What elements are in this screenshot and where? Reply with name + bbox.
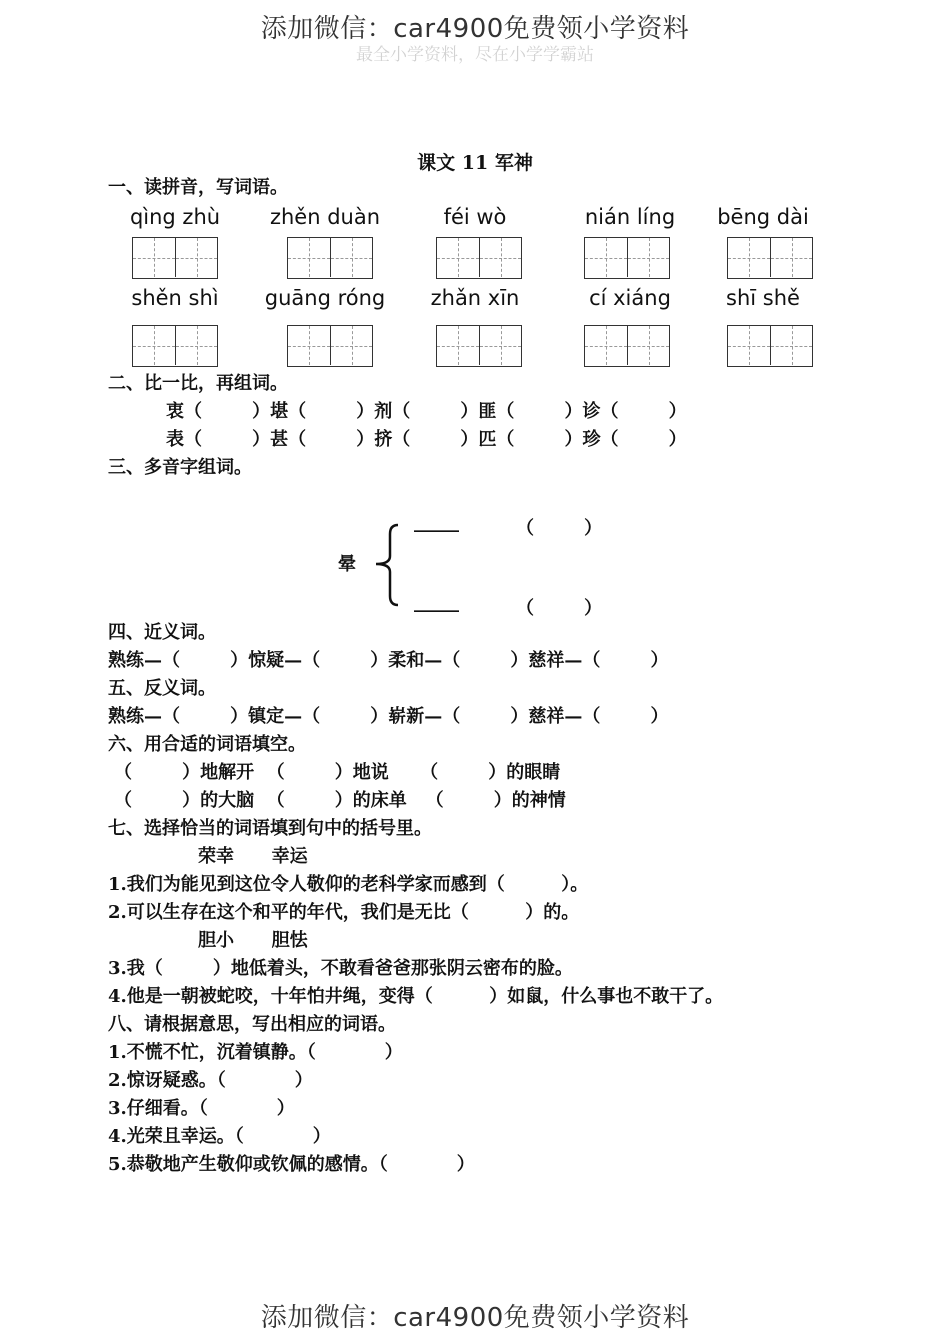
paren-bottom: （ ） bbox=[516, 598, 603, 619]
sentence-2: 2.可以生存在这个和平的年代，我们是无比（ ）的。 bbox=[108, 902, 580, 923]
pinyin-8: zhǎn xīn bbox=[430, 286, 520, 310]
watermark-bottom: 添加微信：car4900免费领小学资料 bbox=[260, 1303, 690, 1333]
synonym-line: 熟练—（ ）惊疑—（ ）柔和—（ ）慈祥—（ ） bbox=[108, 650, 669, 671]
writing-box-2[interactable] bbox=[287, 237, 373, 279]
writing-box-8[interactable] bbox=[436, 325, 522, 367]
meaning-4: 4.光荣且幸运。（ ） bbox=[108, 1126, 331, 1147]
meaning-5: 5.恭敬地产生敬仰或钦佩的感情。（ ） bbox=[108, 1154, 475, 1175]
blank-bottom[interactable]: _____ bbox=[414, 592, 459, 613]
writing-box-4[interactable] bbox=[584, 237, 670, 279]
pinyin-6: shěn shì bbox=[131, 286, 219, 310]
section4-heading: 四、近义词。 bbox=[108, 622, 216, 643]
writing-box-3[interactable] bbox=[436, 237, 522, 279]
blank-top[interactable]: _____ bbox=[414, 512, 459, 533]
sentence-4: 4.他是一朝被蛇咬，十年怕井绳，变得（ ）如鼠，什么事也不敢干了。 bbox=[108, 986, 724, 1007]
writing-box-7[interactable] bbox=[287, 325, 373, 367]
pinyin-1: qìng zhù bbox=[129, 205, 221, 229]
section5-heading: 五、反义词。 bbox=[108, 678, 216, 699]
writing-box-5[interactable] bbox=[727, 237, 813, 279]
section3-heading: 三、多音字组词。 bbox=[108, 457, 252, 478]
pinyin-7: guāng róng bbox=[264, 286, 386, 310]
sentence-3: 3.我（ ）地低着头，不敢看爸爸那张阴云密布的脸。 bbox=[108, 958, 573, 979]
page-title: 课文 11 军神 bbox=[417, 152, 533, 174]
pinyin-10: shī shě bbox=[726, 286, 800, 310]
fill-line-2: （ ）的大脑 （ ）的床单 （ ）的神情 bbox=[114, 790, 566, 811]
section2-heading: 二、比一比，再组词。 bbox=[108, 373, 288, 394]
word-choice-2: 胆小 胆怯 bbox=[198, 930, 308, 951]
word-choice-1: 荣幸 幸运 bbox=[198, 846, 308, 867]
section1-heading: 一、读拼音，写词语。 bbox=[108, 177, 288, 198]
brace-icon bbox=[370, 520, 410, 610]
meaning-2: 2.惊讶疑惑。（ ） bbox=[108, 1070, 313, 1091]
section7-heading: 七、选择恰当的词语填到句中的括号里。 bbox=[108, 818, 432, 839]
faint-subtitle: 最全小学资料，尽在小学学霸站 bbox=[356, 45, 594, 65]
polyphone-char: 晕 bbox=[338, 554, 356, 575]
compare-line-1: 衷（ ）堪（ ）剂（ ）匪（ ）诊（ ） bbox=[166, 401, 687, 422]
pinyin-5: bēng dài bbox=[717, 205, 809, 229]
meaning-1: 1.不慌不忙，沉着镇静。（ ） bbox=[108, 1042, 403, 1063]
meaning-3: 3.仔细看。（ ） bbox=[108, 1098, 295, 1119]
paren-top: （ ） bbox=[516, 518, 603, 539]
pinyin-3: féi wò bbox=[443, 205, 507, 229]
section6-heading: 六、用合适的词语填空。 bbox=[108, 734, 306, 755]
fill-line-1: （ ）地解开 （ ）地说 （ ）的眼睛 bbox=[114, 762, 561, 783]
watermark-top: 添加微信：car4900免费领小学资料 bbox=[260, 14, 690, 44]
section8-heading: 八、请根据意思，写出相应的词语。 bbox=[108, 1014, 396, 1035]
writing-box-10[interactable] bbox=[727, 325, 813, 367]
pinyin-4: nián líng bbox=[584, 205, 676, 229]
pinyin-9: cí xiáng bbox=[589, 286, 671, 310]
pinyin-2: zhěn duàn bbox=[269, 205, 381, 229]
antonym-line: 熟练—（ ）镇定—（ ）崭新—（ ）慈祥—（ ） bbox=[108, 706, 669, 727]
writing-box-1[interactable] bbox=[132, 237, 218, 279]
sentence-1: 1.我们为能见到这位令人敬仰的老科学家而感到（ ）。 bbox=[108, 874, 589, 895]
writing-box-6[interactable] bbox=[132, 325, 218, 367]
writing-box-9[interactable] bbox=[584, 325, 670, 367]
compare-line-2: 表（ ）甚（ ）挤（ ）匹（ ）珍（ ） bbox=[166, 429, 687, 450]
